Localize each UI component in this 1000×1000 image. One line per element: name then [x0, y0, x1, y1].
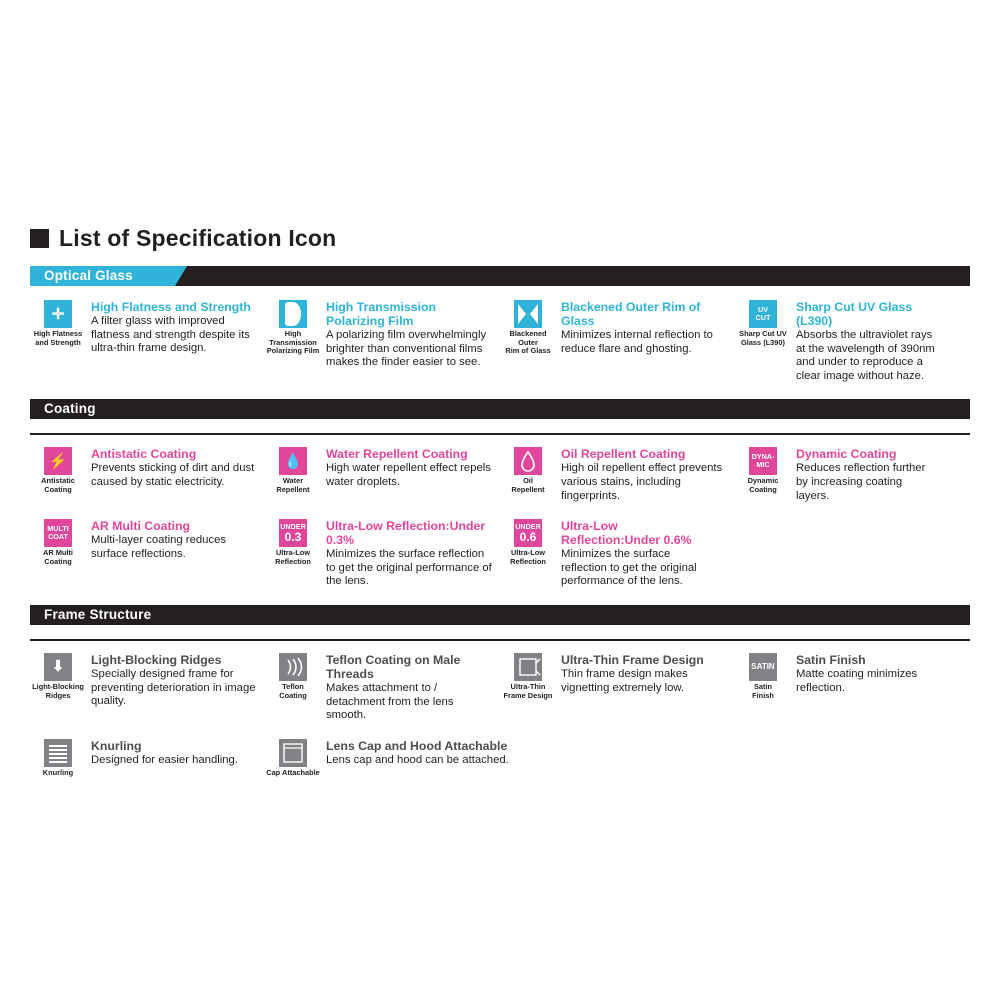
icon-shape	[514, 519, 542, 547]
icon-shape	[514, 653, 542, 681]
section-items-frame-structure	[30, 653, 970, 793]
high-flatness-and-strength-icon	[44, 300, 72, 328]
spec-heading: Blackened Outer Rim of Glass	[561, 300, 701, 328]
oil-repellent-coating-icon	[514, 447, 542, 475]
icon-shape	[279, 447, 307, 475]
spec-heading: Teflon Coating on Male Threads	[326, 652, 461, 681]
spec-description: High oil repellent effect prevents various stains, including fingerprints.	[561, 462, 723, 502]
oil-droplet-glyph	[514, 447, 542, 475]
icon-caption: Water Repellent	[276, 476, 310, 494]
spec-description: A filter glass with improved flatness and strength despite its ultra-thin frame design.	[91, 315, 250, 355]
section-bar-background	[30, 399, 970, 419]
spec-heading: High Flatness and Strength	[91, 300, 251, 314]
section-label-coating: Coating	[44, 401, 96, 417]
spec-text	[796, 447, 937, 503]
spec-description: Specially designed frame for preventing deterioration in image quality.	[91, 667, 256, 708]
icon-wrap	[500, 447, 556, 494]
spec-description: Matte coating minimizes reflection.	[796, 667, 918, 694]
icon-wrap	[265, 519, 321, 566]
spec-heading: High Transmission Polarizing Film	[326, 300, 437, 328]
under-03-text-glyph: UNDER 0.3	[280, 521, 306, 545]
icon-wrap	[265, 739, 321, 778]
spec-text	[561, 653, 727, 695]
section-label-optical-glass: Optical Glass	[44, 268, 133, 283]
icon-shape	[514, 300, 542, 328]
icon-shape	[44, 653, 72, 681]
section-rule	[30, 433, 970, 435]
icon-caption: Light-Blocking Ridges	[32, 681, 84, 700]
section-header-coating	[30, 399, 970, 419]
spec-heading: Light-Blocking Ridges	[91, 652, 222, 667]
spec-heading: Ultra-Thin Frame Design	[561, 652, 704, 667]
spec-item	[265, 519, 500, 589]
lens-cap-and-hood-attachable-icon	[279, 739, 307, 767]
dynamic-coating-icon	[749, 447, 777, 475]
spec-text	[326, 447, 492, 489]
spec-item	[30, 447, 265, 503]
spec-item	[265, 653, 500, 723]
spec-description: Makes attachment to / detachment from the lens smooth.	[326, 681, 454, 722]
satin-text-glyph: SATIN	[751, 661, 775, 671]
icon-shape	[514, 447, 542, 475]
spec-text	[561, 519, 702, 589]
water-droplet-glyph: 💧	[283, 452, 303, 470]
spec-text	[326, 300, 492, 370]
ar-multi-coating-icon	[44, 519, 72, 547]
lens-glyph	[285, 302, 301, 326]
spec-heading: Oil Repellent Coating	[561, 447, 686, 462]
spec-description: Minimizes the surface reflection to get the original performance of the lens.	[561, 548, 697, 588]
icon-wrap	[30, 739, 86, 778]
spec-heading: Antistatic Coating	[91, 447, 197, 462]
spec-text	[561, 447, 727, 503]
spec-description: High water repellent effect repels water droplets.	[326, 462, 491, 488]
icon-wrap	[735, 653, 791, 700]
section-bar-taper	[175, 266, 187, 286]
icon-wrap	[30, 653, 86, 700]
spec-item	[265, 447, 500, 503]
spec-text	[796, 300, 937, 383]
spec-text	[326, 519, 492, 589]
icon-caption: Sharp Cut UV Glass (L390)	[739, 329, 787, 347]
icon-shape	[279, 300, 307, 328]
plus-glyph: ✛	[51, 305, 65, 323]
spec-text	[561, 300, 727, 356]
spec-item	[500, 300, 735, 383]
icon-caption: Cap Attachable	[266, 767, 320, 777]
icon-caption: Oil Repellent	[511, 476, 545, 494]
spec-heading: AR Multi Coating	[91, 519, 191, 534]
section-bar-taper	[198, 605, 210, 625]
page-title-text: List of Specification Icon	[59, 225, 337, 251]
thin-frame-glyph	[514, 653, 542, 681]
section-bar-taper	[140, 399, 152, 419]
ultra-low-reflection-03-icon	[279, 519, 307, 547]
spec-item	[30, 739, 265, 778]
icon-shape	[749, 447, 777, 475]
icon-caption: Ultra-Low Reflection	[510, 548, 546, 566]
icon-wrap	[500, 300, 556, 356]
antistatic-coating-icon	[44, 447, 72, 475]
under-06-text-glyph: UNDER 0.6	[515, 521, 541, 545]
spec-item	[30, 653, 265, 723]
lightning-bolt-glyph: ⚡	[48, 452, 68, 470]
spec-text	[91, 300, 257, 356]
spec-item	[500, 519, 710, 589]
icon-shape	[279, 519, 307, 547]
specification-icon-list	[30, 225, 970, 793]
uv-cut-glyph: UV CUT	[755, 304, 771, 322]
icon-caption: AR Multi Coating	[43, 548, 73, 566]
spec-item	[500, 447, 735, 503]
spec-item	[265, 300, 500, 383]
spec-heading: Satin Finish	[796, 652, 866, 667]
spec-description: Lens cap and hood can be attached.	[326, 753, 509, 766]
blackened-outer-rim-of-glass-icon	[514, 300, 542, 328]
spec-text	[326, 653, 492, 723]
spec-description: Absorbs the ultraviolet rays at the wavelength of 390nm and under to reproduce a clear image without haze.	[796, 329, 935, 382]
section-rule	[30, 639, 970, 641]
icon-wrap	[735, 300, 791, 347]
icon-wrap	[500, 653, 556, 700]
icon-shape	[44, 300, 72, 328]
spec-text	[91, 739, 257, 768]
spec-description: A polarizing film overwhelmingly brighter than conventional films makes the finder easier to see.	[326, 329, 487, 369]
spec-description: Multi-layer coating reduces surface reflections.	[91, 534, 226, 560]
spec-item	[30, 300, 265, 383]
spec-description: Minimizes the surface reflection to get the original performance of the lens.	[326, 548, 492, 588]
spec-heading: Water Repellent Coating	[326, 447, 468, 462]
icon-caption: Ultra-Low Reflection	[275, 548, 311, 566]
knurling-icon	[44, 739, 72, 767]
spec-item	[500, 653, 735, 723]
spec-item	[265, 739, 525, 778]
icon-caption: Knurling	[42, 767, 74, 777]
spec-heading: Dynamic Coating	[796, 447, 897, 462]
spec-description: Reduces reflection further by increasing coating layers.	[796, 462, 926, 502]
spec-item	[30, 519, 265, 589]
section-items-optical-glass	[30, 300, 970, 399]
icon-wrap	[265, 653, 321, 700]
satin-finish-icon	[749, 653, 777, 681]
icon-shape	[44, 447, 72, 475]
section-items-coating	[30, 447, 970, 605]
icon-wrap	[500, 519, 556, 566]
spec-text	[91, 447, 257, 489]
spec-description: Prevents sticking of dirt and dust caused by static electricity.	[91, 462, 255, 488]
icon-wrap	[30, 447, 86, 494]
icon-shape	[44, 519, 72, 547]
high-transmission-polarizing-film-icon	[279, 300, 307, 328]
spec-description: Thin frame design makes vignetting extremely low.	[561, 667, 688, 694]
thread-waves-glyph	[279, 653, 307, 681]
lens-cap-glyph	[279, 739, 307, 767]
icon-wrap	[30, 519, 86, 566]
icon-caption: Dynamic Coating	[747, 476, 779, 494]
icon-wrap	[735, 447, 791, 494]
spec-heading: Sharp Cut UV Glass (L390)	[796, 300, 913, 328]
section-label-frame-structure: Frame Structure	[44, 606, 152, 622]
icon-shape	[279, 739, 307, 767]
icon-shape	[44, 739, 72, 767]
spec-text	[91, 653, 257, 709]
icon-caption: Ultra-Thin Frame Design	[503, 681, 553, 700]
light-blocking-ridges-icon	[44, 653, 72, 681]
spec-heading: Ultra-Low Reflection:Under 0.6%	[561, 519, 692, 548]
icon-caption: Satin Finish	[752, 681, 774, 700]
spec-text	[326, 739, 517, 768]
ultra-thin-frame-design-icon	[514, 653, 542, 681]
icon-caption: High Transmission Polarizing Film	[266, 329, 320, 356]
spec-heading: Ultra-Low Reflection:Under 0.3%	[326, 519, 486, 548]
icon-wrap	[265, 447, 321, 494]
sharp-cut-uv-glass-icon	[749, 300, 777, 328]
knurl-lines-glyph	[49, 744, 67, 762]
icon-caption: Antistatic Coating	[41, 476, 75, 494]
water-repellent-coating-icon	[279, 447, 307, 475]
spec-item	[735, 447, 945, 503]
ultra-low-reflection-06-icon	[514, 519, 542, 547]
dynamic-text-glyph: DYNA- MIC	[751, 451, 775, 470]
section-header-frame-structure	[30, 605, 970, 625]
spec-heading: Lens Cap and Hood Attachable	[326, 738, 508, 753]
page-title	[30, 225, 970, 252]
title-bullet-square	[30, 229, 49, 248]
icon-wrap	[265, 300, 321, 356]
spec-item	[735, 300, 945, 383]
spec-text	[91, 519, 257, 561]
spec-heading: Knurling	[91, 738, 142, 753]
rim-glyph	[514, 300, 542, 328]
icon-caption: Blackened Outer Rim of Glass	[505, 329, 551, 356]
multi-coat-text-glyph: MULTI COAT	[47, 523, 69, 542]
down-arrow-glyph: ⬇	[51, 658, 65, 676]
icon-wrap	[30, 300, 86, 347]
icon-caption: Teflon Coating	[279, 681, 307, 700]
icon-caption: High Flatness and Strength	[33, 329, 83, 347]
spec-description: Designed for easier handling.	[91, 753, 238, 766]
icon-shape	[749, 300, 777, 328]
spec-description: Minimizes internal reflection to reduce flare and ghosting.	[561, 329, 713, 355]
section-header-optical-glass	[30, 266, 970, 286]
icon-shape	[279, 653, 307, 681]
teflon-coating-icon	[279, 653, 307, 681]
icon-shape	[749, 653, 777, 681]
spec-item	[735, 653, 945, 723]
spec-text	[796, 653, 937, 695]
